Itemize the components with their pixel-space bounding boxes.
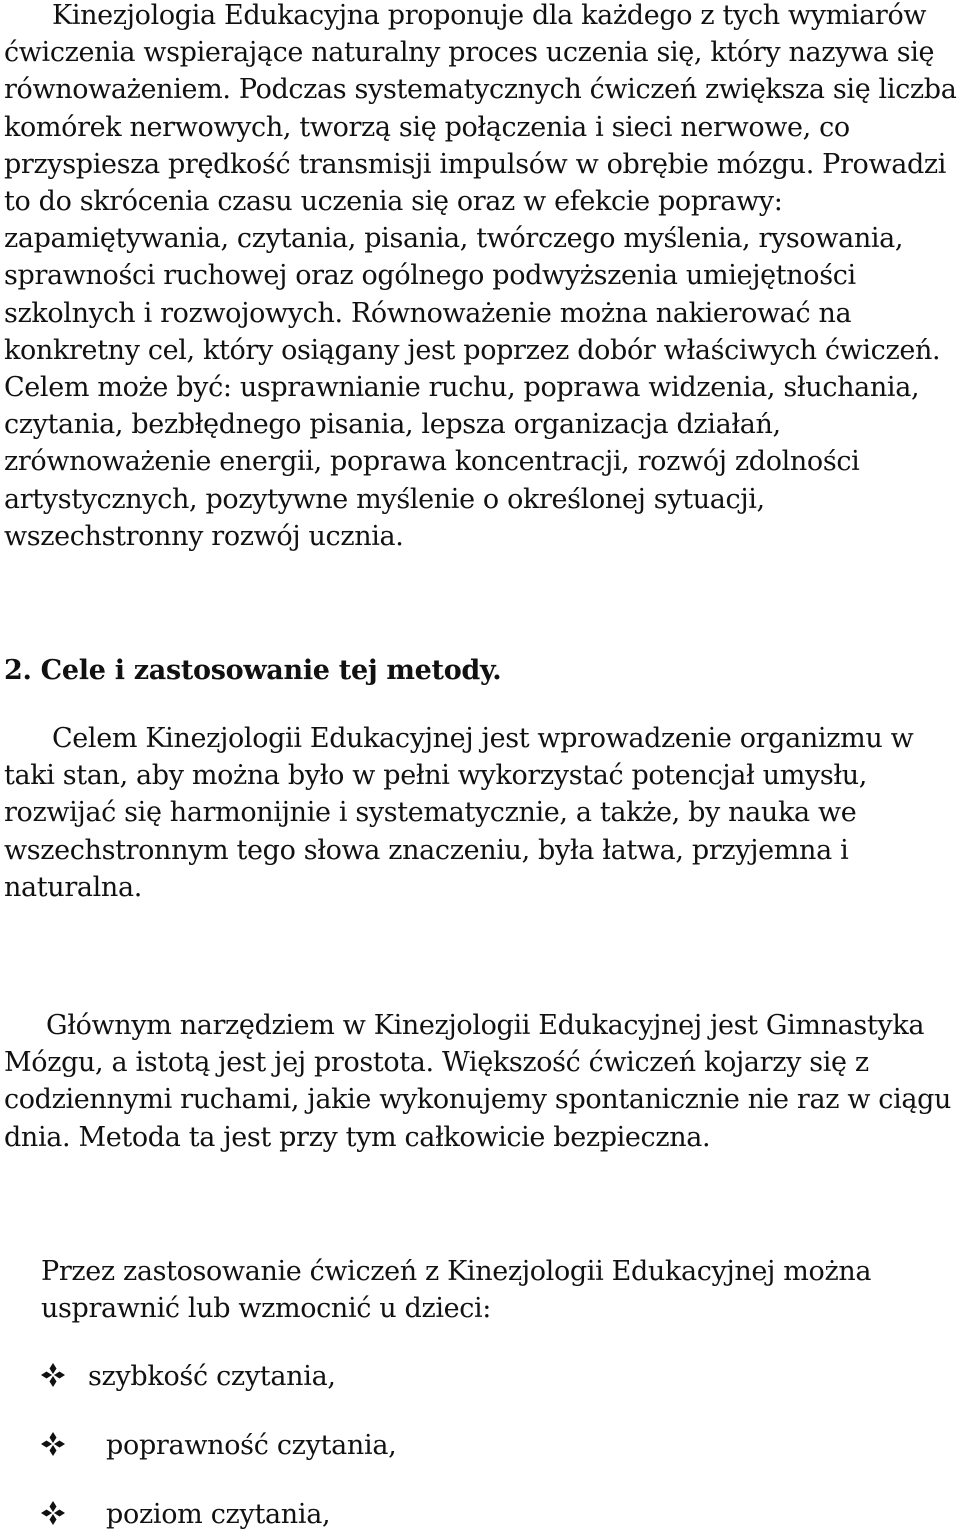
text-line: Kinezjologia Edukacyjna proponuje dla każdego z tych wymiarów (52, 0, 927, 31)
text-line: komórek nerwowych, tworzą się połączenia i sieci nerwowe, co (4, 111, 850, 143)
paragraph-goals (4, 720, 956, 906)
text-line: wszechstronnym tego słowa znaczeniu, była łatwa, przyjemna i (4, 834, 849, 866)
text-line: Celem może być: usprawnianie ruchu, poprawa widzenia, słuchania, (4, 372, 920, 404)
text-line: dnia. Metoda ta jest przy tym całkowicie bezpieczna. (4, 1121, 711, 1153)
text-line: Przez zastosowanie ćwiczeń z Kinezjologii Edukacyjnej można (41, 1256, 872, 1287)
paragraph-intro (4, 0, 956, 555)
paragraph-benefits-intro (4, 1253, 956, 1327)
list-item-text: poprawność czytania, (106, 1430, 397, 1461)
text-line: usprawnić lub wzmocnić u dzieci: (41, 1293, 492, 1325)
text-line: konkretny cel, który osiągany jest poprzez dobór właściwych ćwiczeń. (4, 334, 941, 366)
text-line: wszechstronny rozwój ucznia. (4, 520, 404, 552)
section-heading: 2. Cele i zastosowanie tej metody. (4, 655, 502, 686)
text-line: zapamiętywania, czytania, pisania, twórczego myślenia, rysowania, (4, 223, 904, 255)
text-line: Celem Kinezjologii Edukacyjnej jest wprowadzenie organizmu w (52, 723, 914, 754)
text-line: czytania, bezbłędnego pisania, lepsza organizacja działań, (4, 409, 781, 441)
text-line: rozwijać się harmonijnie i systematycznie, a także, by nauka we (4, 797, 857, 829)
text-line: zrównoważenie energii, poprawa koncentracji, rozwój zdolności (4, 446, 860, 478)
text-line: taki stan, aby można było w pełni wykorzystać potencjał umysłu, (4, 760, 868, 792)
text-line: codziennymi ruchami, jakie wykonujemy spontanicznie nie raz w ciągu (4, 1084, 952, 1116)
text-line: artystycznych, pozytywne myślenie o określonej sytuacji, (4, 483, 765, 515)
list-item (40, 1358, 336, 1395)
list-item (40, 1427, 396, 1464)
four-diamond-bullet-icon (40, 1431, 66, 1457)
text-line: przyspiesza prędkość transmisji impulsów w obrębie mózgu. Prowadzi (4, 148, 947, 180)
list-item-text: poziom czytania, (106, 1499, 331, 1530)
list-item-text: szybkość czytania, (88, 1361, 336, 1392)
four-diamond-bullet-icon (40, 1362, 66, 1388)
list-item (40, 1496, 330, 1533)
text-line: szkolnych i rozwojowych. Równoważenie można nakierować na (4, 297, 852, 329)
text-line: Mózgu, a istotą jest jej prostota. Większość ćwiczeń kojarzy się z (4, 1047, 869, 1079)
text-line: sprawności ruchowej oraz ogólnego podwyższenia umiejętności (4, 260, 856, 292)
text-line: ćwiczenia wspierające naturalny proces uczenia się, który nazywa się (4, 37, 935, 69)
four-diamond-bullet-icon (40, 1500, 66, 1526)
text-line: to do skrócenia czasu uczenia się oraz w efekcie poprawy: (4, 186, 783, 218)
text-line: równoważeniem. Podczas systematycznych ćwiczeń zwiększa się liczba (4, 74, 957, 106)
text-line: Głównym narzędziem w Kinezjologii Edukacyjnej jest Gimnastyka (46, 1010, 925, 1041)
paragraph-brain-gym (4, 1007, 956, 1156)
text-line: naturalna. (4, 871, 142, 903)
